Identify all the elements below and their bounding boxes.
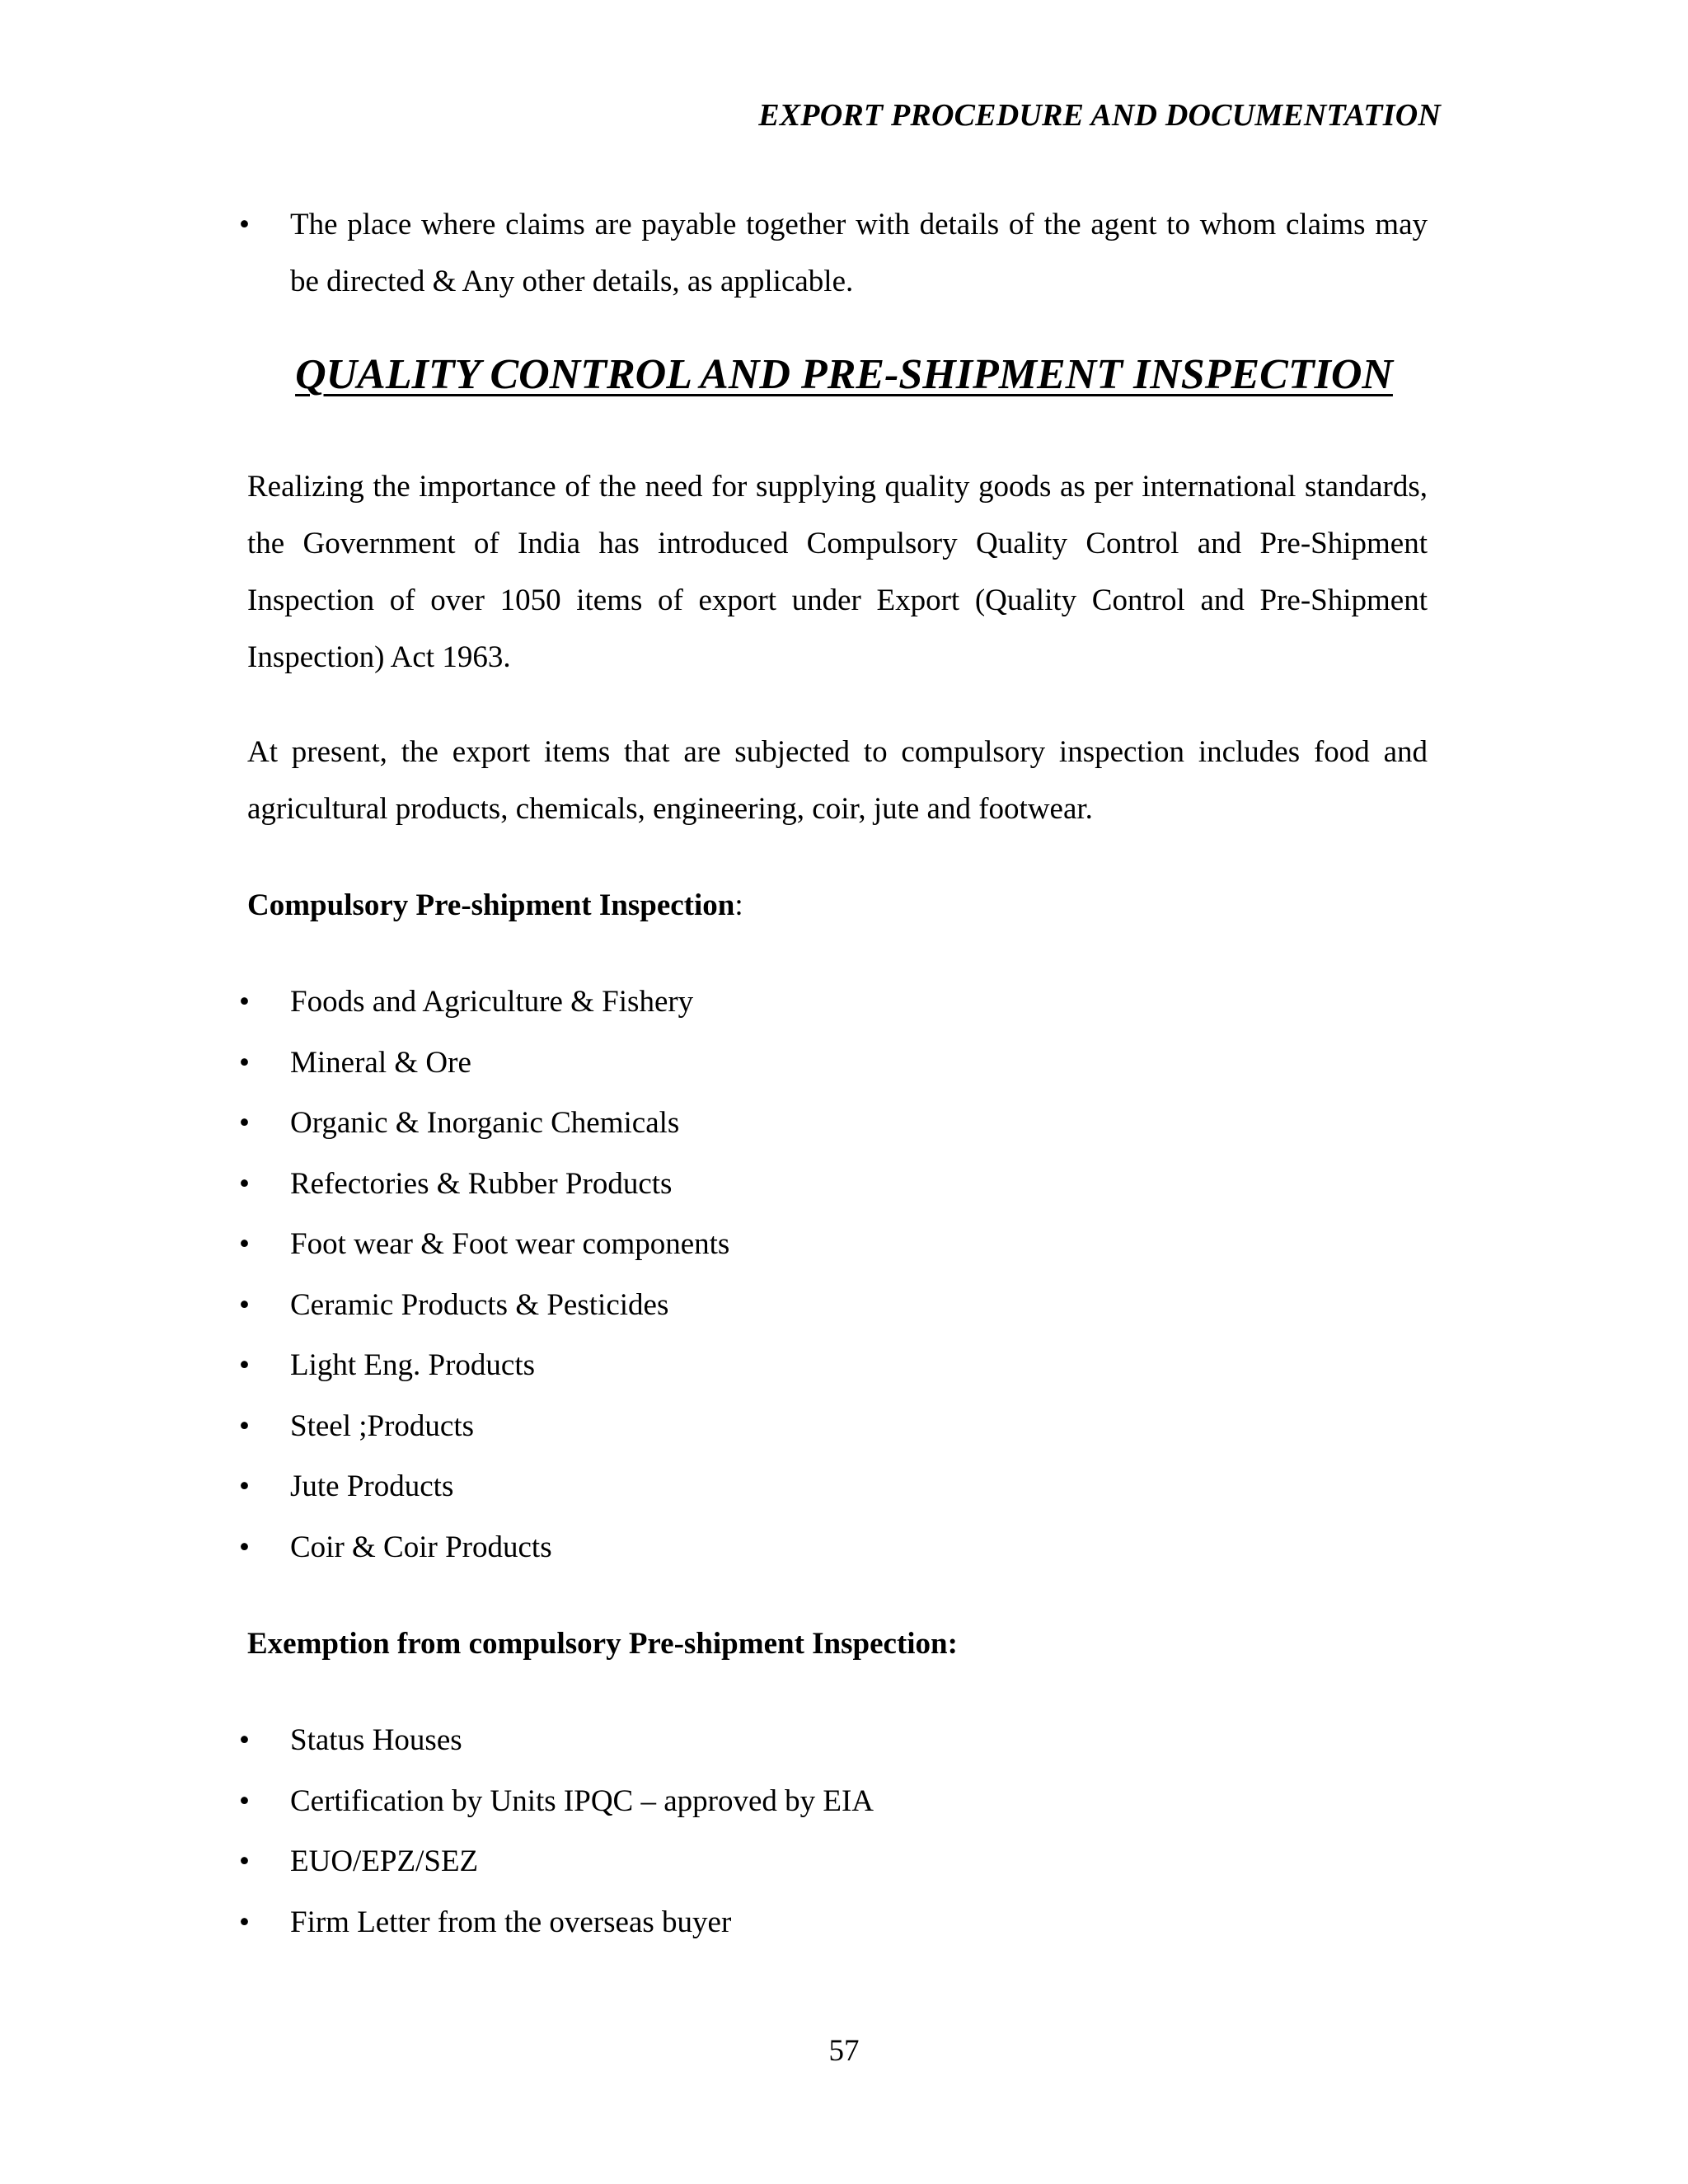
page-number: 57 — [828, 2034, 860, 2068]
list-item — [239, 1214, 730, 1275]
list-item-text: Ceramic Products & Pesticides — [290, 1287, 669, 1322]
exemption-heading — [247, 1615, 958, 1672]
list-item — [239, 1093, 729, 1154]
list-item — [239, 1033, 729, 1094]
bullet-icon: • — [239, 1227, 250, 1261]
section-title: QUALITY CONTROL AND PRE-SHIPMENT INSPECTION — [295, 351, 1393, 398]
list-item — [239, 1831, 874, 1892]
bullet-icon: • — [239, 1106, 250, 1140]
exemption-heading-text: Exemption from compulsory Pre-shipment Inspection: — [247, 1627, 958, 1661]
bullet-icon: • — [239, 1166, 250, 1201]
bullet-icon: • — [239, 1844, 250, 1878]
bullet-icon: • — [239, 1348, 250, 1382]
list-item — [239, 972, 729, 1033]
list-item-text: Organic & Inorganic Chemicals — [290, 1106, 680, 1140]
list-item-text: Jute Products — [290, 1469, 454, 1503]
list-item-text: Coir & Coir Products — [290, 1530, 552, 1564]
compulsory-inspection-heading-colon: : — [734, 888, 743, 922]
compulsory-inspection-heading — [247, 877, 743, 934]
compulsory-inspection-list — [239, 972, 730, 1577]
list-item-text: Steel ;Products — [290, 1408, 475, 1443]
bullet-icon: • — [239, 1287, 250, 1322]
bullet-icon: • — [239, 1469, 250, 1503]
list-item — [239, 1275, 729, 1336]
list-item — [239, 1396, 729, 1457]
list-item-text: Mineral & Ore — [290, 1045, 471, 1080]
bullet-icon: • — [239, 1530, 250, 1564]
list-item-text: Certification by Units IPQC – approved by EIA — [290, 1783, 874, 1818]
exemption-list — [239, 1710, 874, 1952]
list-item — [239, 1710, 874, 1771]
compulsory-inspection-heading-text: Compulsory Pre-shipment Inspection — [247, 888, 735, 922]
bullet-icon: • — [239, 1045, 250, 1080]
bullet-icon: • — [239, 208, 250, 241]
bullet-icon: • — [239, 1905, 250, 1939]
list-item — [239, 1771, 874, 1832]
list-item — [239, 1335, 729, 1396]
list-item-text: Light Eng. Products — [290, 1348, 536, 1382]
bullet-icon: • — [239, 985, 250, 1019]
paragraph-quality-control-intro: Realizing the importance of the need for supplying quality goods as per international standards, the Government of India has introduced Compulsory Quality Control and Pre-Shipment Inspection of over 1050 items of export under Export (Quality Control and Pre-Shipment Inspection) Act 1963. — [247, 470, 1428, 674]
list-item — [239, 1456, 729, 1517]
bullet-icon: • — [239, 1723, 250, 1757]
list-item-text: EUO/EPZ/SEZ — [290, 1844, 479, 1878]
running-header: EXPORT PROCEDURE AND DOCUMENTATION — [758, 98, 1441, 133]
list-item-text: Foods and Agriculture & Fishery — [290, 985, 694, 1019]
list-item-text: Status Houses — [290, 1723, 462, 1757]
list-item-text: Refectories & Rubber Products — [290, 1166, 673, 1201]
bullet-icon: • — [239, 1408, 250, 1443]
list-item-text: Firm Letter from the overseas buyer — [290, 1905, 732, 1939]
list-item-text: Foot wear & Foot wear components — [290, 1227, 730, 1261]
paragraph-export-items: At present, the export items that are subjected to compulsory inspection includes food and agricultural products, chemicals, engineering, coir, jute and footwear. — [247, 735, 1428, 826]
bullet-icon: • — [239, 1783, 250, 1818]
intro-bullet-item — [239, 196, 1428, 310]
list-item — [239, 1892, 874, 1953]
list-item — [239, 1517, 729, 1578]
list-item — [239, 1154, 729, 1215]
intro-bullet-text: The place where claims are payable together with details of the agent to whom claims may be directed & Any other details, as applicable. — [290, 208, 1428, 298]
